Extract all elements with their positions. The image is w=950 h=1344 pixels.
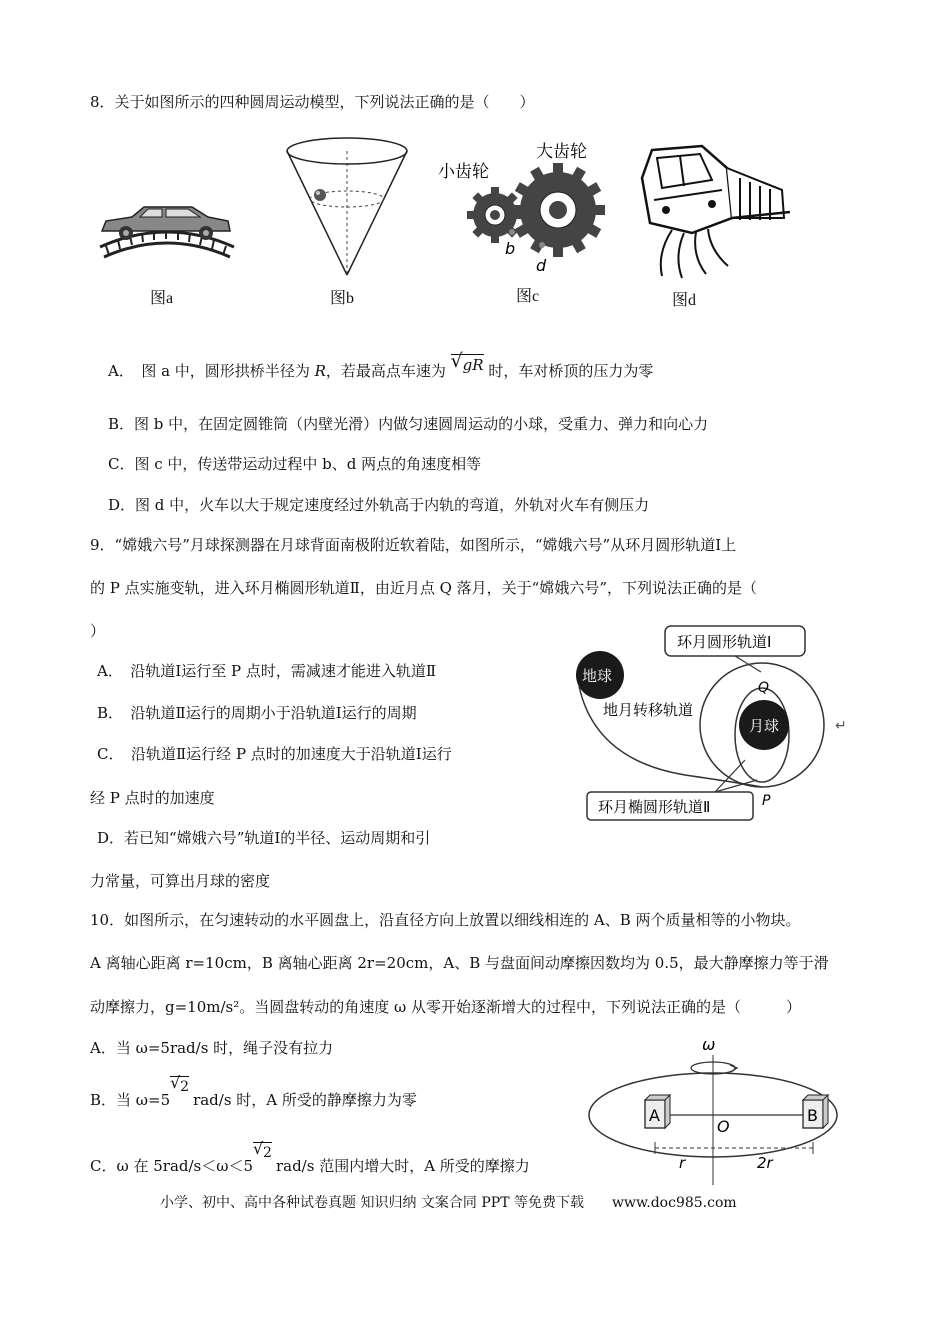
orbit1-label: 环月圆形轨道Ⅰ bbox=[677, 633, 772, 651]
center-o-label: O bbox=[717, 1117, 730, 1136]
block-a-label: A bbox=[649, 1106, 660, 1125]
cone-figure bbox=[282, 135, 412, 280]
q10-option-b: B．当 ω=5 √ 2rad/s 时，A 所受的静摩擦力为零 bbox=[90, 1073, 417, 1109]
q9-option-c-line2: 经 P 点时的加速度 bbox=[90, 789, 215, 807]
page-footer: 小学、初中、高中各种试卷真题 知识归纳 文案合同 PPT 等免费下载 www.doc985.com bbox=[160, 1195, 737, 1211]
q8-option-a: A． 图 a 中，圆形拱桥半径为 R，若最高点车速为 √ gR 时，车对桥顶的压力为零 bbox=[108, 350, 654, 380]
q9-stem-line2: 的 P 点实施变轨，进入环月椭圆形轨道Ⅱ，由近月点 Q 落月，关于“嫦娥六号”，下列说法正确的是（ bbox=[90, 579, 757, 597]
q10-option-a: A．当 ω=5rad/s 时，绳子没有拉力 bbox=[90, 1039, 334, 1057]
q8-option-d: D．图 d 中，火车以大于规定速度经过外轨高于内轨的弯道，外轨对火车有侧压力 bbox=[108, 496, 650, 514]
q9-stem-line1: 9．“嫦娥六号”月球探测器在月球背面南极附近软着陆，如图所示，“嫦娥六号”从环月圆形轨道Ⅰ上 bbox=[90, 536, 737, 554]
point-q-label: Q bbox=[758, 680, 770, 696]
r-label: r bbox=[679, 1154, 686, 1172]
point-b-label: b bbox=[505, 239, 516, 258]
return-mark: ↵ bbox=[835, 718, 847, 734]
orbit-figure bbox=[565, 620, 855, 825]
omega-label: ω bbox=[702, 1035, 716, 1054]
q8-option-b: B．图 b 中，在固定圆锥筒（内壁光滑）内做匀速圆周运动的小球，受重力、弹力和向心力 bbox=[108, 415, 709, 433]
orbit2-label: 环月椭圆形轨道Ⅱ bbox=[598, 798, 711, 816]
point-d-label: d bbox=[536, 256, 547, 275]
point-p-label: P bbox=[762, 793, 771, 809]
sqrt-2-c: √ 2 bbox=[253, 1139, 272, 1161]
sqrt-2-b: √ 2 bbox=[170, 1073, 190, 1095]
q8-option-c: C．图 c 中，传送带运动过程中 b、d 两点的角速度相等 bbox=[108, 455, 482, 473]
small-gear-label: 小齿轮 bbox=[438, 162, 489, 182]
q9-stem-line3: ） bbox=[90, 622, 106, 640]
earth-label: 地球 bbox=[582, 667, 613, 685]
gears-figure bbox=[430, 135, 620, 275]
q9-option-a: A． 沿轨道Ⅰ运行至 P 点时，需减速才能进入轨道Ⅱ bbox=[97, 662, 437, 680]
block-b-label: B bbox=[807, 1106, 818, 1125]
q10-stem-line1: 10．如图所示，在匀速转动的水平圆盘上，沿直径方向上放置以细线相连的 A、B 两个质量相等的小物块。 bbox=[90, 911, 801, 929]
q9-option-b: B． 沿轨道Ⅱ运行的周期小于沿轨道Ⅰ运行的周期 bbox=[97, 704, 417, 722]
fig-c-caption: 图c bbox=[516, 288, 540, 305]
q10-stem-line3: 动摩擦力，g=10m/s²。当圆盘转动的角速度 ω 从零开始逐渐增大的过程中，下列说法正确的是（ ） bbox=[90, 998, 802, 1016]
train-figure bbox=[632, 138, 792, 283]
transfer-orbit-label: 地月转移轨道 bbox=[603, 701, 694, 719]
fig-b-caption: 图b bbox=[330, 290, 355, 307]
fig-d-caption: 图d bbox=[672, 292, 697, 309]
disk-figure bbox=[585, 1030, 855, 1190]
q9-option-d-line1: D．若已知“嫦娥六号”轨道Ⅰ的半径、运动周期和引 bbox=[97, 829, 431, 847]
q10-stem-line2: A 离轴心距离 r=10cm，B 离轴心距离 2r=20cm，A、B 与盘面间动摩擦因数均为 0.5，最大静摩擦力等于滑 bbox=[90, 954, 829, 972]
q8-stem: 8．关于如图所示的四种圆周运动模型，下列说法正确的是（ ） bbox=[90, 93, 535, 111]
fig-a-caption: 图a bbox=[150, 290, 174, 307]
car-bridge-figure bbox=[92, 195, 242, 270]
moon-label: 月球 bbox=[749, 717, 780, 735]
big-gear-label: 大齿轮 bbox=[536, 142, 587, 162]
q9-option-c-line1: C． 沿轨道Ⅱ运行经 P 点时的加速度大于沿轨道Ⅰ运行 bbox=[97, 745, 452, 763]
q9-option-d-line2: 力常量，可算出月球的密度 bbox=[90, 872, 271, 890]
sqrt-gR: √ gR bbox=[450, 350, 484, 374]
q10-option-c: C．ω 在 5rad/s＜ω＜5 √ 2rad/s 范围内增大时，A 所受的摩擦力 bbox=[90, 1139, 530, 1175]
2r-label: 2r bbox=[757, 1154, 773, 1172]
